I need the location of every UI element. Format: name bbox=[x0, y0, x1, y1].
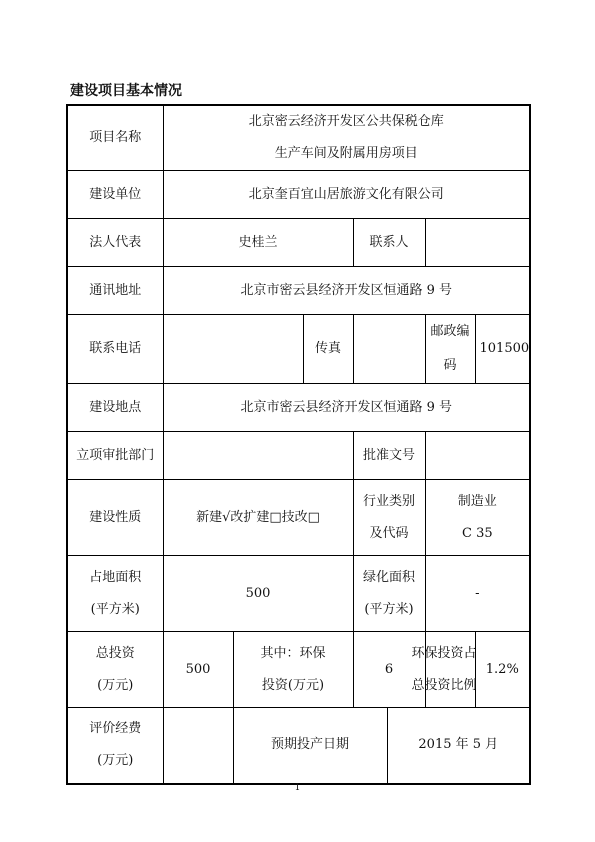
env-ratio-value: 1.2% bbox=[475, 632, 530, 708]
operation-date-value: 2015 年 5 月 bbox=[387, 708, 530, 784]
env-ratio-label-line2: 总投资比例 bbox=[411, 677, 477, 693]
env-investment-label-line2: 投资(万元) bbox=[261, 677, 325, 693]
fax-label: 传真 bbox=[303, 315, 353, 384]
row-approval bbox=[67, 432, 530, 480]
doc-value bbox=[425, 432, 530, 480]
postal-label: 邮政编码 bbox=[425, 315, 475, 384]
contact-value bbox=[425, 219, 530, 267]
green-label-line2: (平方米) bbox=[364, 601, 414, 617]
env-ratio-label bbox=[411, 632, 477, 708]
row-area bbox=[67, 556, 530, 632]
approval-label: 立项审批部门 bbox=[67, 432, 163, 480]
green-value: - bbox=[425, 556, 530, 632]
row-legal bbox=[67, 219, 530, 267]
evaluation-label-line2: (万元) bbox=[97, 753, 134, 769]
project-name-label: 项目名称 bbox=[67, 105, 163, 171]
industry-label-line2: 及代码 bbox=[369, 525, 409, 541]
approval-value bbox=[163, 432, 353, 480]
evaluation-label bbox=[67, 708, 163, 784]
project-name-value bbox=[163, 105, 530, 171]
row-evaluation bbox=[67, 708, 530, 784]
env-investment-value: 6 bbox=[353, 632, 425, 708]
env-ratio-label-line1: 环保投资占 bbox=[411, 645, 477, 661]
industry-value-line1: 制造业 bbox=[457, 493, 497, 509]
area-label bbox=[67, 556, 163, 632]
project-info-table bbox=[66, 104, 531, 785]
row-phone bbox=[67, 315, 530, 384]
site-value: 北京市密云县经济开发区恒通路 9 号 bbox=[163, 384, 530, 432]
industry-value bbox=[425, 480, 530, 556]
nature-value: 新建√改扩建□技改□ bbox=[163, 480, 353, 556]
project-name-line1: 北京密云经济开发区公共保税仓库 bbox=[248, 114, 444, 129]
project-name-line2: 生产车间及附属用房项目 bbox=[274, 146, 418, 161]
investment-label-line2: (万元) bbox=[97, 677, 134, 693]
investment-label bbox=[67, 632, 163, 708]
postal-value: 101500 bbox=[475, 315, 530, 384]
area-label-line2: (平方米) bbox=[90, 601, 140, 617]
row-project-name bbox=[67, 105, 530, 171]
industry-value-line2: C 35 bbox=[461, 525, 493, 541]
page-number: 1 bbox=[294, 783, 301, 793]
investment-value: 500 bbox=[163, 632, 233, 708]
industry-label bbox=[353, 480, 425, 556]
address-value: 北京市密云县经济开发区恒通路 9 号 bbox=[163, 267, 530, 315]
evaluation-value bbox=[163, 708, 233, 784]
fax-value bbox=[353, 315, 425, 384]
contact-label: 联系人 bbox=[353, 219, 425, 267]
industry-label-line1: 行业类别 bbox=[362, 493, 415, 509]
green-label bbox=[353, 556, 425, 632]
env-investment-label bbox=[233, 632, 353, 708]
operation-date-label: 预期投产日期 bbox=[233, 708, 387, 784]
unit-value: 北京奎百宜山居旅游文化有限公司 bbox=[163, 171, 530, 219]
env-investment-label-line1: 其中：环保 bbox=[260, 645, 326, 661]
unit-label: 建设单位 bbox=[67, 171, 163, 219]
page-title: 建设项目基本情况 bbox=[70, 83, 182, 99]
phone-value bbox=[163, 315, 303, 384]
green-label-line1: 绿化面积 bbox=[362, 569, 415, 585]
row-site bbox=[67, 384, 530, 432]
row-nature bbox=[67, 480, 530, 556]
phone-label: 联系电话 bbox=[67, 315, 163, 384]
nature-label: 建设性质 bbox=[67, 480, 163, 556]
site-label: 建设地点 bbox=[67, 384, 163, 432]
row-unit bbox=[67, 171, 530, 219]
area-value: 500 bbox=[163, 556, 353, 632]
evaluation-label-line1: 评价经费 bbox=[89, 721, 142, 737]
investment-label-line1: 总投资 bbox=[95, 645, 135, 661]
area-label-line1: 占地面积 bbox=[89, 569, 142, 585]
legal-label: 法人代表 bbox=[67, 219, 163, 267]
address-label: 通讯地址 bbox=[67, 267, 163, 315]
legal-value: 史桂兰 bbox=[163, 219, 353, 267]
row-address bbox=[67, 267, 530, 315]
doc-label: 批准文号 bbox=[353, 432, 425, 480]
row-investment bbox=[67, 632, 530, 708]
